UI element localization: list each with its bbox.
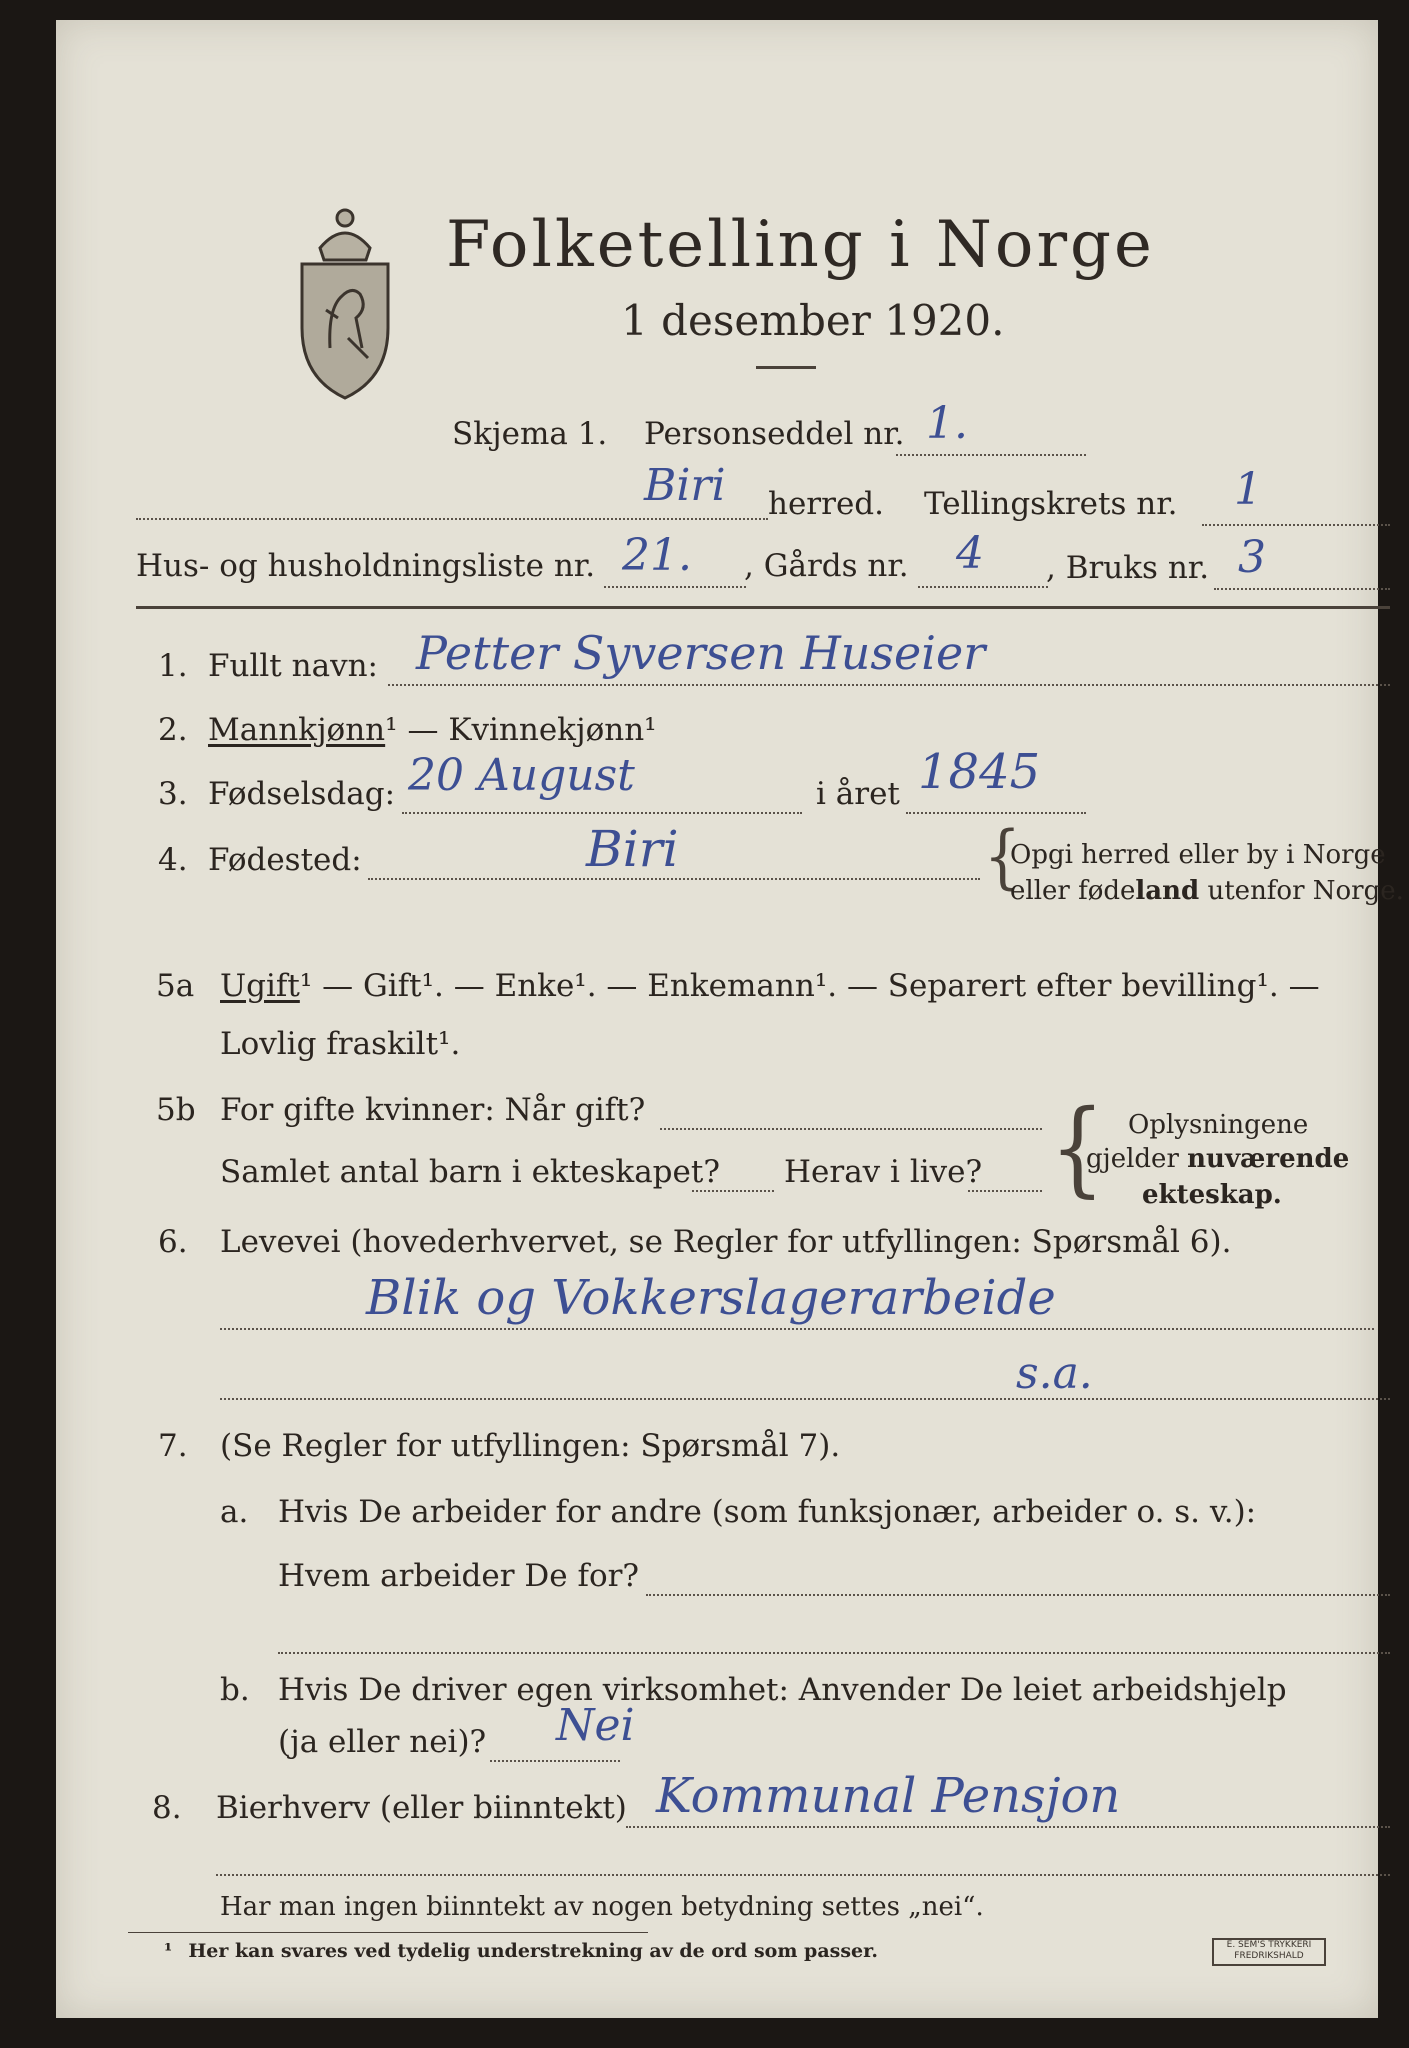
q4-note-part-b: land bbox=[1135, 876, 1200, 906]
marital-unmarried-option[interactable]: Ugift bbox=[220, 968, 300, 1004]
q2-gender-options bbox=[208, 712, 657, 748]
husliste-value[interactable]: 21. bbox=[622, 530, 692, 581]
married-when-line bbox=[660, 1128, 1042, 1130]
q5b-note-line2 bbox=[1086, 1144, 1349, 1174]
q5b-number: 5b bbox=[156, 1092, 196, 1128]
q7b-letter: b. bbox=[220, 1672, 250, 1708]
employer-line-2 bbox=[278, 1652, 1390, 1654]
q7b-line2: (ja eller nei)? bbox=[278, 1724, 487, 1760]
q5a-number: 5a bbox=[156, 968, 195, 1004]
marital-other-options[interactable]: — Gift¹. — Enke¹. — Enkemann¹. — Separert efter bevilling¹. — bbox=[312, 968, 1320, 1004]
side-income-value[interactable]: Kommunal Pensjon bbox=[656, 1768, 1121, 1824]
hired-help-line bbox=[490, 1760, 620, 1762]
occupation-line-2 bbox=[220, 1398, 1390, 1400]
norwegian-coat-of-arms-icon bbox=[290, 198, 400, 408]
q6-label: Levevei (hovederhvervet, se Regler for utfyllingen: Spørsmål 6). bbox=[220, 1224, 1232, 1260]
q8-number: 8. bbox=[152, 1790, 182, 1826]
q5a-line2[interactable]: Lovlig fraskilt¹. bbox=[220, 1026, 461, 1062]
occupation-value[interactable]: Blik og Vokkerslagerarbeide bbox=[366, 1270, 1056, 1326]
gender-male-option[interactable]: Mannkjønn bbox=[208, 712, 386, 748]
stamp-line2: FREDRIKSHALD bbox=[1234, 1951, 1304, 1961]
q2-number: 2. bbox=[158, 712, 188, 748]
children-count-line bbox=[692, 1190, 774, 1192]
footnote-divider bbox=[128, 1932, 648, 1933]
q8-label: Bierhverv (eller biinntekt) bbox=[216, 1790, 627, 1826]
side-income-line bbox=[626, 1826, 1390, 1828]
q5b-note-brace: { bbox=[1050, 1088, 1105, 1208]
q4-number: 4. bbox=[158, 842, 188, 878]
schema-label: Skjema 1. bbox=[452, 416, 608, 452]
footnote-part-b: tydelig understrekning bbox=[397, 1940, 643, 1962]
bruks-label: , Bruks nr. bbox=[1046, 550, 1210, 586]
gards-label: , Gårds nr. bbox=[744, 548, 909, 584]
q5b-note-part-a: gjelder bbox=[1086, 1144, 1188, 1174]
q5b-note-line1: Oplysningene bbox=[1128, 1110, 1309, 1140]
q5a-options bbox=[220, 968, 1320, 1004]
title-divider bbox=[756, 366, 816, 369]
footnote-part-c: av de ord som passer. bbox=[642, 1940, 878, 1962]
q7-label: (Se Regler for utfyllingen: Spørsmål 7). bbox=[220, 1428, 841, 1464]
q1-number: 1. bbox=[158, 648, 188, 684]
husliste-label: Hus- og husholdningsliste nr. bbox=[136, 548, 596, 584]
children-alive-line bbox=[968, 1190, 1042, 1192]
q7a-line2: Hvem arbeider De for? bbox=[278, 1558, 640, 1594]
census-date: 1 desember 1920. bbox=[621, 296, 1005, 345]
birth-year-line bbox=[906, 812, 1086, 814]
personseddel-value[interactable]: 1. bbox=[926, 398, 968, 449]
income-note: Har man ingen biinntekt av nogen betydning settes „nei“. bbox=[220, 1892, 984, 1922]
form-title: Folketelling i Norge bbox=[446, 208, 1155, 282]
q7a-letter: a. bbox=[220, 1494, 249, 1530]
q4-label: Fødested: bbox=[208, 842, 362, 878]
birthplace-value[interactable]: Biri bbox=[586, 820, 679, 878]
occupation-line-1 bbox=[220, 1328, 1374, 1330]
q5b-children-label: Samlet antal barn i ekteskapet? bbox=[220, 1154, 720, 1190]
birthday-line bbox=[402, 812, 802, 814]
gender-separator: — bbox=[397, 712, 449, 748]
bruks-value[interactable]: 3 bbox=[1238, 532, 1266, 583]
q4-note-part-a: eller føde bbox=[1010, 876, 1136, 906]
q7-number: 7. bbox=[158, 1428, 188, 1464]
q3-label: Fødselsdag: bbox=[208, 776, 396, 812]
birthplace-line bbox=[368, 878, 980, 880]
tellingskrets-value[interactable]: 1 bbox=[1234, 464, 1262, 515]
q7b-line1: Hvis De driver egen virksomhet: Anvender De leiet arbeidshjelp bbox=[278, 1672, 1287, 1708]
employer-line-1 bbox=[646, 1594, 1390, 1596]
q6-number: 6. bbox=[158, 1224, 188, 1260]
personseddel-label: Personseddel nr. bbox=[644, 416, 905, 452]
q5b-married-when-label: For gifte kvinner: Når gift? bbox=[220, 1092, 646, 1128]
gards-value[interactable]: 4 bbox=[956, 528, 984, 579]
side-income-line-2 bbox=[216, 1874, 1390, 1876]
q7a-line1: Hvis De arbeider for andre (som funksjonær, arbeider o. s. v.): bbox=[278, 1494, 1257, 1530]
q4-note-line1: Opgi herred eller by i Norge bbox=[1010, 840, 1386, 870]
q4-note-part-c: utenfor Norge. bbox=[1199, 876, 1404, 906]
printer-stamp bbox=[1212, 1938, 1326, 1966]
gender-female-option[interactable]: Kvinnekjønn bbox=[448, 712, 645, 748]
full-name-value[interactable]: Petter Syversen Huseier bbox=[416, 626, 986, 680]
husliste-line bbox=[604, 586, 746, 588]
birthday-value[interactable]: 20 August bbox=[408, 750, 635, 801]
herred-label: herred. bbox=[768, 486, 884, 522]
q5b-alive-label: Herav i live? bbox=[784, 1154, 983, 1190]
gards-line bbox=[918, 586, 1048, 588]
q5b-note-part-b: nuværende bbox=[1187, 1144, 1350, 1174]
census-form-page bbox=[56, 20, 1404, 2018]
q1-label: Fullt navn: bbox=[208, 648, 378, 684]
herred-line bbox=[136, 518, 768, 520]
male-superscript: ¹ bbox=[385, 712, 398, 748]
q4-note-line2 bbox=[1010, 876, 1404, 906]
footnote bbox=[164, 1940, 878, 1962]
bruks-line bbox=[1214, 588, 1390, 590]
tellingskrets-label: Tellingskrets nr. bbox=[924, 486, 1178, 522]
personseddel-line bbox=[896, 454, 1086, 456]
q4-note-brace: { bbox=[984, 815, 1021, 897]
unmarried-superscript: ¹ bbox=[299, 968, 313, 1004]
herred-value[interactable]: Biri bbox=[644, 460, 726, 511]
tellingskrets-line bbox=[1202, 524, 1390, 526]
q5b-note-line3: ekteskap. bbox=[1142, 1180, 1282, 1210]
footnote-mark: ¹ bbox=[164, 1940, 173, 1962]
stamp-line1: E. SEM'S TRYKKERI bbox=[1226, 1940, 1312, 1950]
header-divider bbox=[136, 606, 1390, 609]
hired-help-value[interactable]: Nei bbox=[556, 1700, 635, 1751]
q3-number: 3. bbox=[158, 776, 188, 812]
footnote-part-a: Her kan svares ved bbox=[188, 1940, 398, 1962]
occupation-value-2[interactable]: s.a. bbox=[1016, 1348, 1093, 1399]
q1-line bbox=[388, 684, 1390, 686]
year-label: i året bbox=[816, 776, 900, 812]
birth-year-value[interactable]: 1845 bbox=[918, 744, 1041, 800]
female-superscript: ¹ bbox=[644, 712, 657, 748]
